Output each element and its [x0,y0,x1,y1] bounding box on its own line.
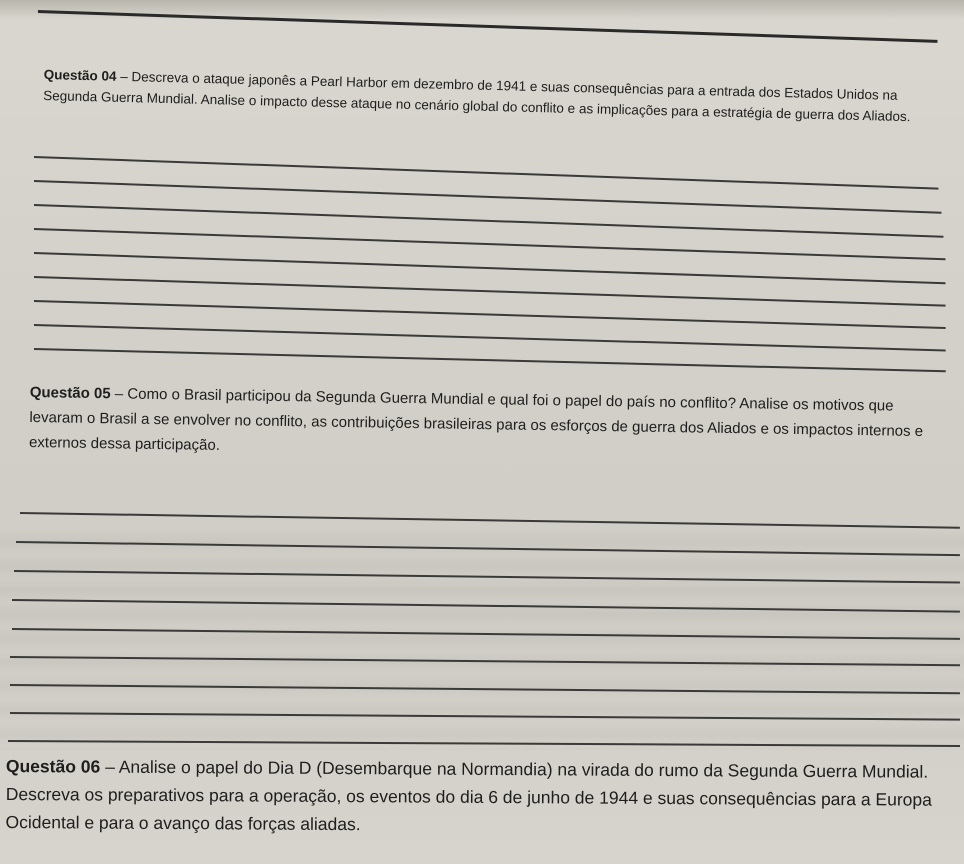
answer-line[interactable] [34,276,946,306]
page-edge-shadow [0,0,964,20]
question-04-number: Questão 04 [43,66,117,84]
question-06: Questão 06 – Analise o papel do Dia D (Desembarque na Normandia) na virada do rumo da Segunda Guerra Mundial. Descreva os preparativos para a operação, os eventos do dia 6 de junho de 1944 e suas consequências para a Europa Ocidental e para o avanço das forças aliadas. [5,755,932,835]
question-05-text: Como o Brasil participou da Segunda Guerra Mundial e qual foi o papel do país no conflito? Analise os motivos que levaram o Brasil a se envolver no conflito, as contribuições brasileiras para os esforços de guerra dos Aliados e os impactos internos e externos dessa participação. [28,385,924,454]
question-06-number: Questão 06 [5,755,101,777]
answer-line[interactable] [20,512,960,528]
question-04-text: Descreva o ataque japonês a Pearl Harbor em dezembro de 1941 e suas consequências para a entrada dos Estados Unidos na Segunda Guerra Mundial. Analise o impacto desse ataque no cenário global do conflito e as implicações para a estratégia de guerra dos Aliados. [43,69,911,125]
answer-line[interactable] [34,228,946,260]
question-05: Questão 05 – Como o Brasil participou da Segunda Guerra Mundial e qual foi o papel do país no conflito? Analise os motivos que levaram o Brasil a se envolver no conflito, as contribuições brasileiras para os esforços de guerra dos Aliados e os impactos internos e externos dessa participação. [28,383,924,454]
answer-line[interactable] [34,252,946,284]
question-04: Questão 04 – Descreva o ataque japonês a Pearl Harbor em dezembro de 1941 e suas consequências para a entrada dos Estados Unidos na Segunda Guerra Mundial. Analise o impacto desse ataque no cenário global do conflito e as implicações para a estratégia de guerra dos Aliados. [43,66,911,125]
question-06-text: Analise o papel do Dia D (Desembarque na Normandia) na virada do rumo da Segunda Guerra Mundial. Descreva os preparativos para a operação, os eventos do dia 6 de junho de 1944 e suas consequências para a Europa Ocidental e para o avanço das forças aliadas. [5,756,932,835]
answer-line[interactable] [34,348,946,372]
answer-line[interactable] [34,324,946,351]
answer-line[interactable] [34,300,946,329]
question-05-number: Questão 05 [29,383,111,403]
